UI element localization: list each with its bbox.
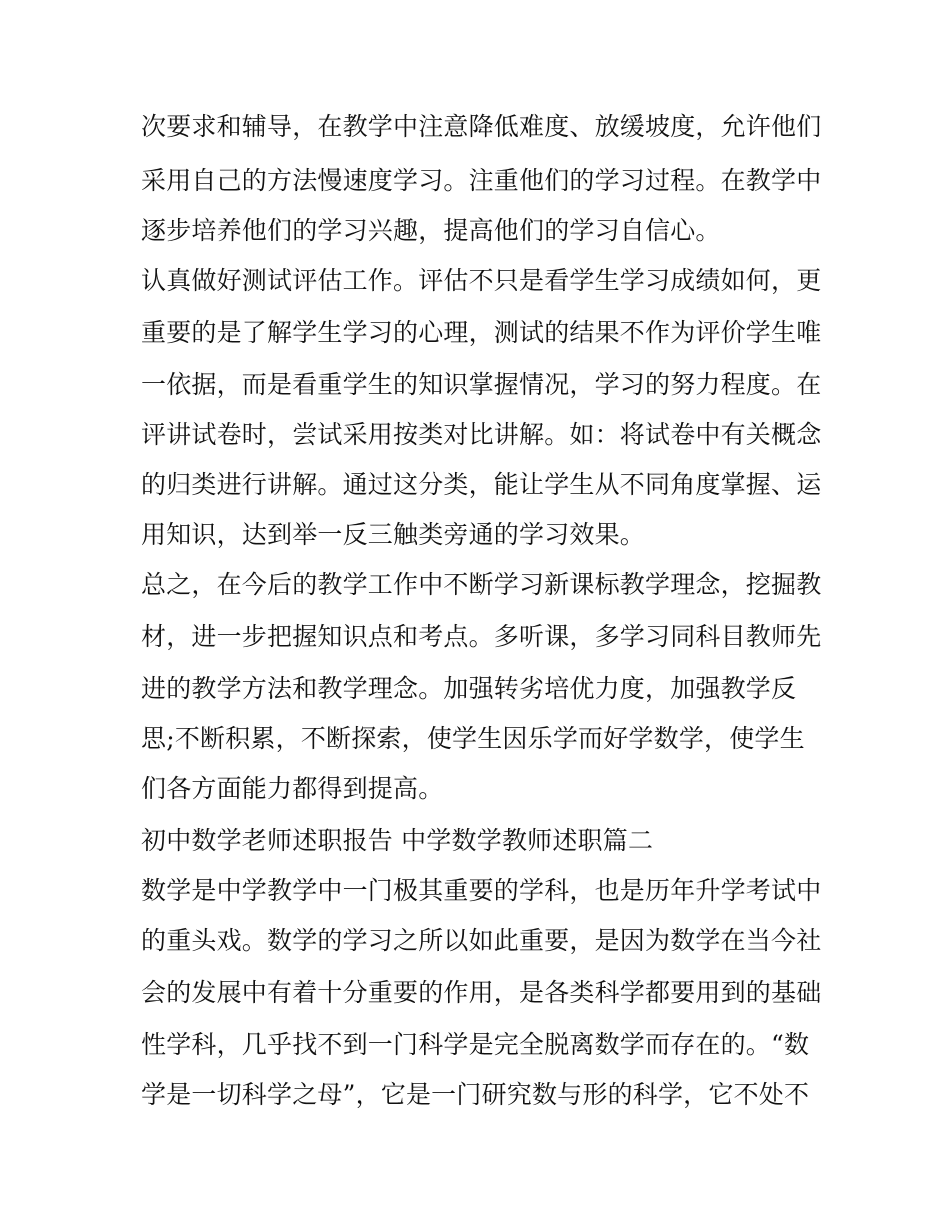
text-line-13: 思;不断积累，不断探索，使学生因乐学而好学数学，使学生 xyxy=(141,724,805,753)
text-line-2: 采用自己的方法慢速度学习。注重他们的学习过程。在教学中 xyxy=(141,166,822,195)
text-line-18: 会的发展中有着十分重要的作用，是各类科学都要用到的基础 xyxy=(141,978,822,1007)
text-line-9: 用知识，达到举一反三触类旁通的学习效果。 xyxy=(141,520,646,549)
text-line-11: 材，进一步把握知识点和考点。多听课，多学习同科目教师先 xyxy=(141,622,822,651)
text-line-3: 逐步培养他们的学习兴趣，提高他们的学习自信心。 xyxy=(141,216,721,245)
text-line-16: 数学是中学教学中一门极其重要的学科，也是历年升学考试中 xyxy=(141,876,822,905)
text-line-17: 的重头戏。数学的学习之所以如此重要，是因为数学在当今社 xyxy=(141,926,822,955)
section-heading: 初中数学老师述职报告 中学数学教师述职篇二 xyxy=(141,826,654,855)
text-line-7: 评讲试卷时，尝试采用按类对比讲解。如：将试卷中有关概念 xyxy=(141,420,822,449)
text-line-6: 一依据，而是看重学生的知识掌握情况，学习的努力程度。在 xyxy=(141,370,822,399)
text-line-4: 认真做好测试评估工作。评估不只是看学生学习成绩如何，更 xyxy=(141,266,822,295)
text-line-5: 重要的是了解学生学习的心理，测试的结果不作为评价学生唯 xyxy=(141,318,822,347)
text-line-1: 次要求和辅导，在教学中注意降低难度、放缓坡度，允许他们 xyxy=(141,112,822,141)
text-line-19: 性学科，几乎找不到一门科学是完全脱离数学而存在的。“数 xyxy=(141,1030,810,1059)
text-line-8: 的归类进行讲解。通过这分类，能让学生从不同角度掌握、运 xyxy=(141,470,822,499)
text-line-20: 学是一切科学之母”，它是一门研究数与形的科学，它不处不 xyxy=(141,1080,810,1109)
text-line-10: 总之，在今后的教学工作中不断学习新课标教学理念，挖掘教 xyxy=(141,570,822,599)
text-line-12: 进的教学方法和教学理念。加强转劣培优力度，加强教学反 xyxy=(141,674,797,703)
text-line-14: 们各方面能力都得到提高。 xyxy=(141,774,444,803)
